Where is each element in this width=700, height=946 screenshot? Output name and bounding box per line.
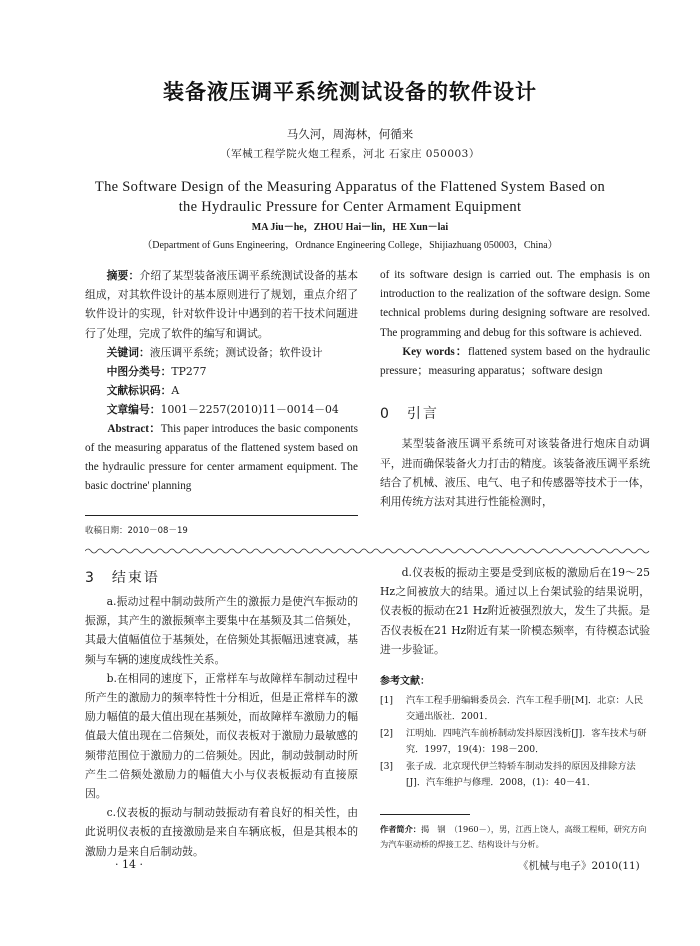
authors-cn: 马久河，周海林，何循来	[286, 127, 414, 141]
reference-number: [3]	[380, 760, 394, 772]
intro-text: 某型装备液压调平系统可对该装备进行炮床自动调平，进而确保装备火力打击的精度。该装备液压调平系统结合了机械、液压、电气、电子和传感器等技术于一体，利用传统方法对其进行性能检测时，	[380, 437, 650, 509]
conclusion-d: d.仪表板的振动主要是受到底板的激励后在19～25 Hz之间被放大的结果。通过以上台架试验的结果说明，仪表板的振动在21 Hz附近被强烈放大，发生了共振。是否仪表板在21 Hz附近有某一阶模态频率，有待模态试验进一步验证。	[380, 566, 650, 656]
abstract-cn-text: 介绍了某型装备液压调平系统测试设备的基本组成，对其软件设计的基本原则进行了规划，重点介绍了软件设计的实现，针对软件设计中遇到的若干技术问题进行了处理，完成了软件的编写和调试。	[85, 269, 359, 340]
conclusion-b: b.在相同的速度下，正常样车与故障样车制动过程中所产生的激励力的频率特性十分相近，但是正常样车的激励力幅值的最大值出现在基频处，而故障样车激励力的幅值最大值出现在二倍频处，而仪表板对于激励力最敏感的频带范围位于激励力的二倍频处。因此，制动鼓制动时所产生二倍频处激励力的幅值大小与仪表板振动有直接原因。	[85, 671, 358, 801]
conclusion-c: c.仪表板的振动与制动鼓振动有着良好的相关性，由此说明仪表板的直接激励是来自车辆底板，但是其根本的激励力是来自后制动鼓。	[85, 806, 358, 858]
authors-en: MA Jiu－he，ZHOU Hai－lin，HE Xun－lai	[251, 222, 449, 233]
reference-text: 江明灿．四吨汽车前桥制动发抖原因浅析[J]．客车技术与研究．1997，19(4)：198－200．	[406, 727, 647, 755]
references-heading: 参考文献：	[380, 676, 430, 687]
conclusion-column-right	[380, 563, 650, 659]
abstract-column-right	[380, 266, 650, 511]
doc-code-value: A	[171, 384, 180, 398]
received-date: 收稿日期：2010－08－19	[85, 526, 188, 536]
reference-item	[380, 726, 650, 759]
reference-item	[380, 693, 650, 726]
footnote-rule	[85, 515, 358, 516]
doc-code-label: 文献标识码：	[106, 384, 172, 398]
abstract-en-part1	[85, 420, 358, 497]
paper-title-en-line2: the Hydraulic Pressure for Center Armament Equipment	[178, 199, 522, 215]
abstract-cn	[85, 266, 358, 343]
paper-title-cn: 装备液压调平系统测试设备的软件设计	[163, 80, 537, 104]
keywords-en-label: Key words：	[402, 345, 468, 358]
keywords-en-text: flattened system based on the hydraulic pressure；measuring apparatus；software design	[380, 345, 650, 378]
intro-heading: 0 引言	[380, 406, 439, 423]
reference-item	[380, 759, 650, 792]
abstract-en-part2: of its software design is carried out. The emphasis is on introduction to the realization of the software design. Some technical problems during designing software are resolved. The programming and debug for this software is achieved.	[380, 269, 650, 339]
paper-title-en	[60, 177, 640, 217]
clc-number	[85, 362, 358, 381]
keywords-en	[380, 343, 650, 381]
wavy-separator	[85, 547, 650, 555]
abstract-column-left	[85, 266, 358, 496]
article-number-value: 1001－2257(2010)11－0014－04	[160, 403, 339, 417]
article-number	[85, 400, 358, 419]
conclusion-heading: 3 结束语	[85, 570, 160, 586]
abstract-en-text-left: This paper introduces the basic components of the measuring apparatus of the flattened system based on the hydraulic pressure for center armament equipment. The basic doctrine' planning	[85, 422, 358, 493]
conclusion-a: a.振动过程中制动鼓所产生的激振力是使汽车振动的振源，其产生的激振频率主要集中在基频及其二倍频处，其最大值幅值位于基频处，在倍频处其振幅迅速衰减，基频与车辆的速度成线性关系。	[85, 595, 358, 666]
conclusion-column-left	[85, 592, 358, 861]
author-note-label: 作者简介：	[380, 824, 421, 834]
keywords-cn-text: 液压调平系统；测试设备；软件设计	[149, 345, 323, 359]
reference-number: [2]	[380, 727, 394, 739]
abstract-cn-label: 摘要：	[106, 269, 140, 282]
abstract-en-label: Abstract：	[107, 422, 161, 435]
author-note-rule	[380, 814, 470, 815]
reference-text: 张子成．北京现代伊兰特轿车制动发抖的原因及排除方法[J]．汽车维护与修理．2008，(1)：40－41．	[406, 760, 636, 788]
keywords-cn-label: 关键词：	[106, 345, 150, 359]
affiliation-cn: （军械工程学院火炮工程系，河北 石家庄 050003）	[220, 148, 480, 160]
author-note	[380, 822, 650, 852]
references	[380, 674, 650, 792]
page-number: · 14 ·	[115, 858, 143, 871]
doc-code	[85, 381, 358, 400]
keywords-cn	[85, 343, 358, 362]
clc-label: 中图分类号：	[106, 365, 172, 379]
author-note-text: 揭 钢 （1960－），男，江西上饶人，高级工程师，研究方向为汽车驱动桥的焊接工艺、结构设计与分析。	[380, 824, 647, 849]
paper-title-en-line1: The Software Design of the Measuring Apparatus of the Flattened System Based on	[94, 179, 606, 195]
reference-number: [1]	[380, 694, 394, 706]
clc-value: TP277	[171, 365, 207, 379]
affiliation-en: （Department of Guns Engineering，Ordnance Engineering College，Shijiazhuang 050003，China）	[142, 240, 558, 251]
article-number-label: 文章编号：	[106, 403, 161, 417]
reference-text: 汽车工程手册编辑委员会．汽车工程手册[M]．北京：人民交通出版社．2001．	[406, 694, 644, 722]
journal-name: 《机械与电子》2010(11)	[518, 860, 640, 872]
